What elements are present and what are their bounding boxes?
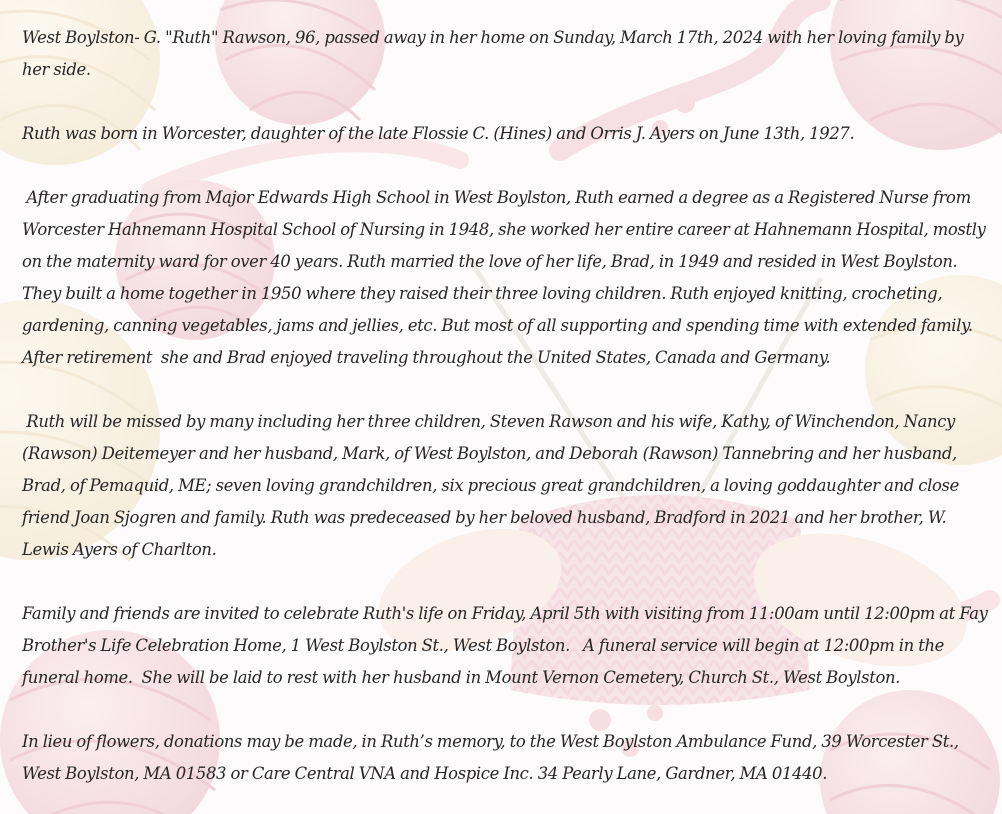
paragraph-death-notice: West Boylston- G. "Ruth" Rawson, 96, passed away in her home on Sunday, March 17th, 2024 with her loving family by her side. bbox=[22, 28, 968, 79]
paragraph-services: Family and friends are invited to celebrate Ruth's life on Friday, April 5th with visiting from 11:00am until 12:00pm at Fay Brother's Life Celebration Home, 1 West Boylston St., West Boylston. A funeral service will begin at 12:00pm in the funeral home. She will be laid to rest with her husband in Mount Vernon Cemetery, Church St., West Boylston. bbox=[22, 604, 992, 687]
paragraph-donations: In lieu of flowers, donations may be made, in Ruth’s memory, to the West Boylston Ambulance Fund, 39 Worcester St., West Boylston, MA 01583 or Care Central VNA and Hospice Inc. 34 Pearly Lane, Gardner, MA 01440. bbox=[22, 732, 964, 783]
paragraph-birth: Ruth was born in Worcester, daughter of the late Flossie C. (Hines) and Orris J. Ayers on June 13th, 1927. bbox=[22, 124, 855, 143]
paragraph-life-career: After graduating from Major Edwards High School in West Boylston, Ruth earned a degree as a Registered Nurse from Worcester Hahnemann Hospital School of Nursing in 1948, she worked her entire career at Hahnemann Hospital, mostly on the maternity ward for over 40 years. Ruth married the love of her life, Brad, in 1949 and resided in West Boylston. They built a home together in 1950 where they raised their three loving children. Ruth enjoyed knitting, crocheting, gardening, canning vegetables, jams and jellies, etc. But most of all supporting and spending time with extended family. After retirement she and Brad enjoyed traveling throughout the United States, Canada and Germany. bbox=[22, 188, 990, 367]
obituary-text bbox=[22, 22, 994, 790]
paragraph-survivors: Ruth will be missed by many including her three children, Steven Rawson and his wife, Kathy, of Winchendon, Nancy (Rawson) Deitemeyer and her husband, Mark, of West Boylston, and Deborah (Rawson) Tannebring and her husband, Brad, of Pemaquid, ME; seven loving grandchildren, six precious great grandchildren, a loving goddaughter and close friend Joan Sjogren and family. Ruth was predeceased by her beloved husband, Bradford in 2021 and her brother, W. Lewis Ayers of Charlton. bbox=[22, 412, 964, 559]
